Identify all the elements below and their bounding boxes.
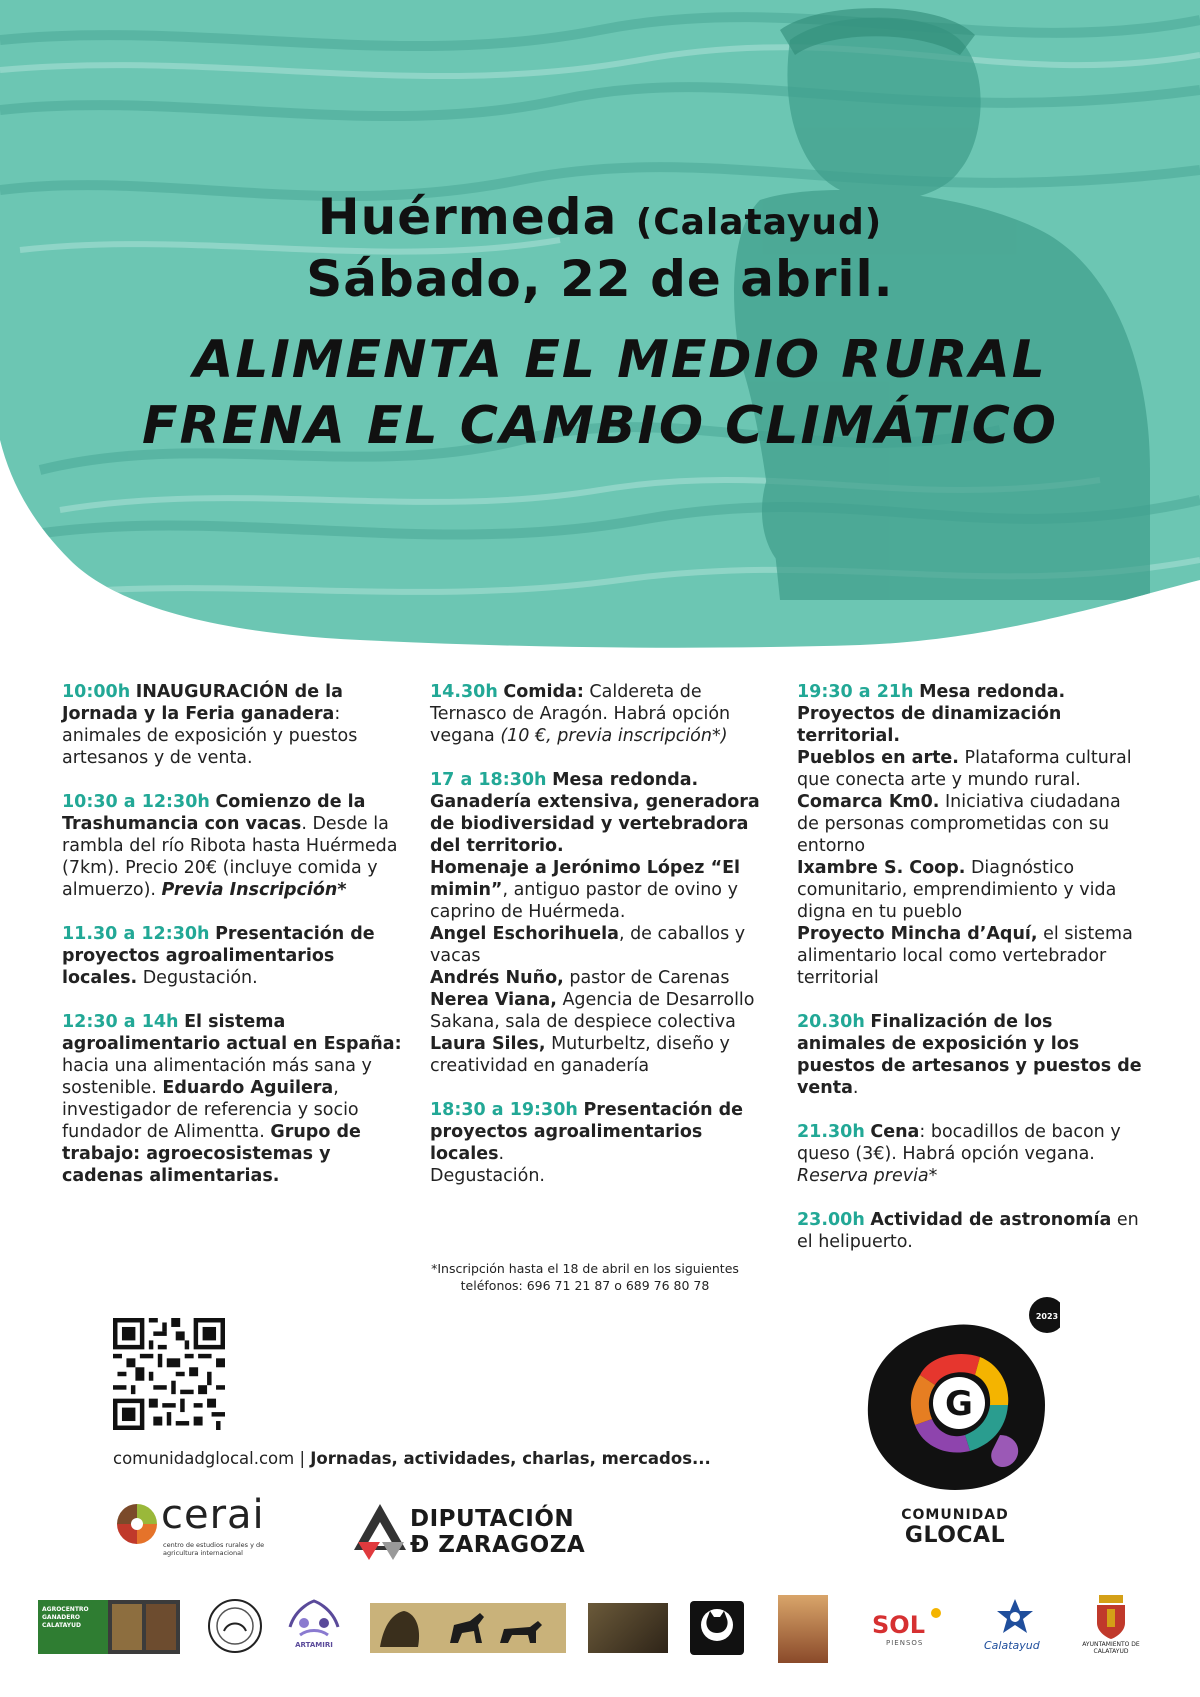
cerai-logo: [115, 1492, 295, 1560]
calatayud-text: Calatayud: [984, 1639, 1040, 1652]
year-badge-text: 2023: [1035, 1312, 1059, 1321]
event-title: Presentación de proyectos agroalimentarios locales: [430, 1100, 744, 1164]
program-column-3: [797, 681, 1142, 1275]
event-time: 11.30 a 12:30h: [62, 924, 210, 944]
participant-name: Comarca Km0.: [797, 792, 940, 812]
dark-photo-logo: [588, 1603, 668, 1653]
comunidad-glocal-logo: [860, 1295, 1060, 1548]
event-text: .: [852, 1078, 859, 1098]
program-event: [430, 681, 775, 747]
event-note: Previa Inscripción*: [161, 880, 347, 900]
event-time: 18:30 a 19:30h: [430, 1100, 578, 1120]
location-name: Huérmeda: [317, 188, 618, 246]
event-time: 23.00h: [797, 1210, 865, 1230]
note-line-1: *Inscripción hasta el 18 de abril en los siguientes: [431, 1261, 739, 1276]
artamiri-text: ARTAMIRI: [295, 1641, 333, 1649]
event-title: Cena: [870, 1122, 920, 1142]
artamiri-mark-icon: [282, 1597, 346, 1641]
svg-text:G: G: [945, 1384, 973, 1424]
program-event: [62, 791, 407, 901]
participant-name: Angel Eschorihuela: [430, 924, 619, 944]
sun-icon: [926, 1603, 946, 1623]
working-group: Grupo de trabajo: agroecosistemas y cadenas alimentarias.: [62, 1122, 361, 1186]
event-note: (10 €, previa inscripción*): [500, 726, 728, 746]
event-time: 10:30 a 12:30h: [62, 792, 210, 812]
program-event: [797, 681, 1142, 989]
event-time: 14.30h: [430, 682, 498, 702]
program-event: [797, 1209, 1142, 1253]
participant-name: Homenaje a Jerónimo López “El mimin”: [430, 858, 741, 900]
footer-tagline: Jornadas, actividades, charlas, mercados...: [310, 1449, 711, 1468]
sol-sub-text: PIENSOS: [886, 1639, 924, 1647]
sol-piensos-logo: [872, 1611, 952, 1651]
star-icon: [993, 1597, 1037, 1637]
event-title: Mesa redonda. Ganadería extensiva, generadora de biodiversidad y vertebradora del territorio.: [430, 770, 760, 856]
registration-note: [400, 1260, 770, 1294]
horse-riding-logo: [370, 1603, 566, 1653]
speaker-name: Eduardo Aguilera: [162, 1078, 334, 1098]
dpz-line-1: DIPUTACIÓN: [410, 1506, 575, 1532]
glocal-line-1: COMUNIDAD: [901, 1507, 1009, 1523]
location-sub: (Calatayud): [635, 202, 883, 243]
participant-text: , antiguo pastor de ovino y caprino de Huérmeda.: [430, 880, 738, 922]
cerai-tagline: centro de estudios rurales y de agricultura internacional: [163, 1541, 265, 1557]
participant-text: Diagnóstico comunitario, emprendimiento y vida digna en tu pueblo: [797, 858, 1117, 922]
coat-of-arms-icon: [1091, 1595, 1131, 1639]
event-title: Finalización de los animales de exposición y los puestos de artesanos y puestos de venta: [797, 1012, 1142, 1098]
footer-separator: |: [294, 1449, 311, 1468]
agrocentro-logo: [38, 1600, 180, 1654]
glocal-line-2: GLOCAL: [904, 1523, 1006, 1548]
participant-name: Andrés Nuño,: [430, 968, 564, 988]
event-text: , investigador de referencia y socio fundador de Alimentta.: [62, 1078, 359, 1142]
event-note: Reserva previa*: [797, 1166, 938, 1186]
participant-text: , de caballos y vacas: [430, 924, 746, 966]
program-event: [62, 923, 407, 989]
artamiri-logo: [282, 1597, 346, 1655]
qr-code[interactable]: [113, 1318, 225, 1430]
event-title: Comienzo de la Trashumancia con vacas: [62, 792, 366, 834]
website-link[interactable]: comunidadglocal.com: [113, 1449, 295, 1468]
event-title: Comida:: [503, 682, 584, 702]
ayuntamiento-text: AYUNTAMIENTO DE CALATAYUD: [1082, 1641, 1140, 1655]
event-time: 10:00h: [62, 682, 131, 702]
program-event: [430, 769, 775, 1077]
event-text: : animales de exposición y puestos artesanos y de venta.: [62, 704, 358, 768]
portrait-logo: [778, 1595, 828, 1663]
event-location: [0, 188, 1200, 246]
round-seal-logo: [206, 1597, 264, 1655]
event-time: 20.30h: [797, 1012, 865, 1032]
hero-banner: [0, 0, 1200, 660]
participant-text: Iniciativa ciudadana de personas comprometidas con su entorno: [797, 792, 1121, 856]
event-time: 19:30 a 21h: [797, 682, 914, 702]
event-text: Degustación.: [137, 968, 258, 988]
participant-name: Laura Siles,: [430, 1034, 546, 1054]
participant-text: Plataforma cultural que conecta arte y mundo rural.: [797, 748, 1132, 790]
participant-name: Ixambre S. Coop.: [797, 858, 966, 878]
agrocentro-text: AGROCENTRO GANADERO CALATAYUD: [42, 1606, 89, 1629]
participant-name: Nerea Viana,: [430, 990, 557, 1010]
slogan-line-2: FRENA EL CAMBIO CLIMÁTICO: [142, 396, 1058, 456]
sponsors-strip: [0, 1595, 1200, 1675]
program-event: [797, 1011, 1142, 1099]
event-text: . Desde la rambla del río Ribota hasta Huérmeda (7km). Precio 20€ (incluye comida y almuerzo).: [62, 814, 398, 900]
comarca-calatayud-logo: [980, 1597, 1050, 1657]
event-title: Mesa redonda. Proyectos de dinamización territorial.: [797, 682, 1066, 746]
event-title: El sistema agroalimentario actual en España:: [62, 1012, 402, 1054]
program-event: [62, 1011, 407, 1187]
event-text: : bocadillos de bacon y queso (3€). Habrá opción vegana.: [797, 1122, 1121, 1164]
ayuntamiento-logo: [1076, 1595, 1146, 1661]
dpz-line-2: Ɖ ZARAGOZA: [410, 1532, 586, 1558]
cerai-name: cerai: [161, 1492, 265, 1538]
participant-text: el sistema alimentario local como vertebrador territorial: [797, 924, 1133, 988]
event-text: hacia una alimentación más sana y sostenible.: [62, 1056, 372, 1098]
participant-text: Muturbeltz, diseño y creatividad en ganadería: [430, 1034, 730, 1076]
participant-name: Proyecto Mincha d’Aquí,: [797, 924, 1038, 944]
event-time: 17 a 18:30h: [430, 770, 547, 790]
diputacion-zaragoza-logo: [350, 1500, 590, 1570]
event-text: Caldereta de Ternasco de Aragón. Habrá opción vegana: [430, 682, 731, 746]
participant-text: pastor de Carenas: [563, 968, 730, 988]
event-time: 21.30h: [797, 1122, 865, 1142]
program-column-2: [430, 681, 775, 1209]
event-text: Degustación.: [430, 1166, 545, 1186]
event-date: Sábado, 22 de abril.: [306, 250, 894, 308]
slogan-line-1: ALIMENTA EL MEDIO RURAL: [193, 330, 1047, 390]
note-line-2: teléfonos: 696 71 21 87 o 689 76 80 78: [460, 1278, 710, 1293]
cat-badge-logo: [688, 1599, 746, 1657]
program-event: [430, 1099, 775, 1187]
year-badge: [1027, 1295, 1067, 1335]
program-event: [62, 681, 407, 769]
footer-line: [113, 1449, 711, 1468]
event-title: INAUGURACIÓN de la Jornada y la Feria ganadera: [62, 682, 343, 724]
event-text: .: [498, 1144, 505, 1164]
event-text: en el helipuerto.: [797, 1210, 1139, 1252]
cerai-mark-icon: [115, 1502, 159, 1546]
program-event: [797, 1121, 1142, 1187]
participant-name: Pueblos en arte.: [797, 748, 959, 768]
event-time: 12:30 a 14h: [62, 1012, 179, 1032]
dpz-triangles-icon: [350, 1502, 410, 1562]
event-title: Presentación de proyectos agroalimentarios locales.: [62, 924, 375, 988]
participant-text: Agencia de Desarrollo Sakana, sala de despiece colectiva: [430, 990, 755, 1032]
sol-text: SOL: [872, 1611, 925, 1639]
program-column-1: [62, 681, 407, 1209]
event-title: Actividad de astronomía: [870, 1210, 1112, 1230]
